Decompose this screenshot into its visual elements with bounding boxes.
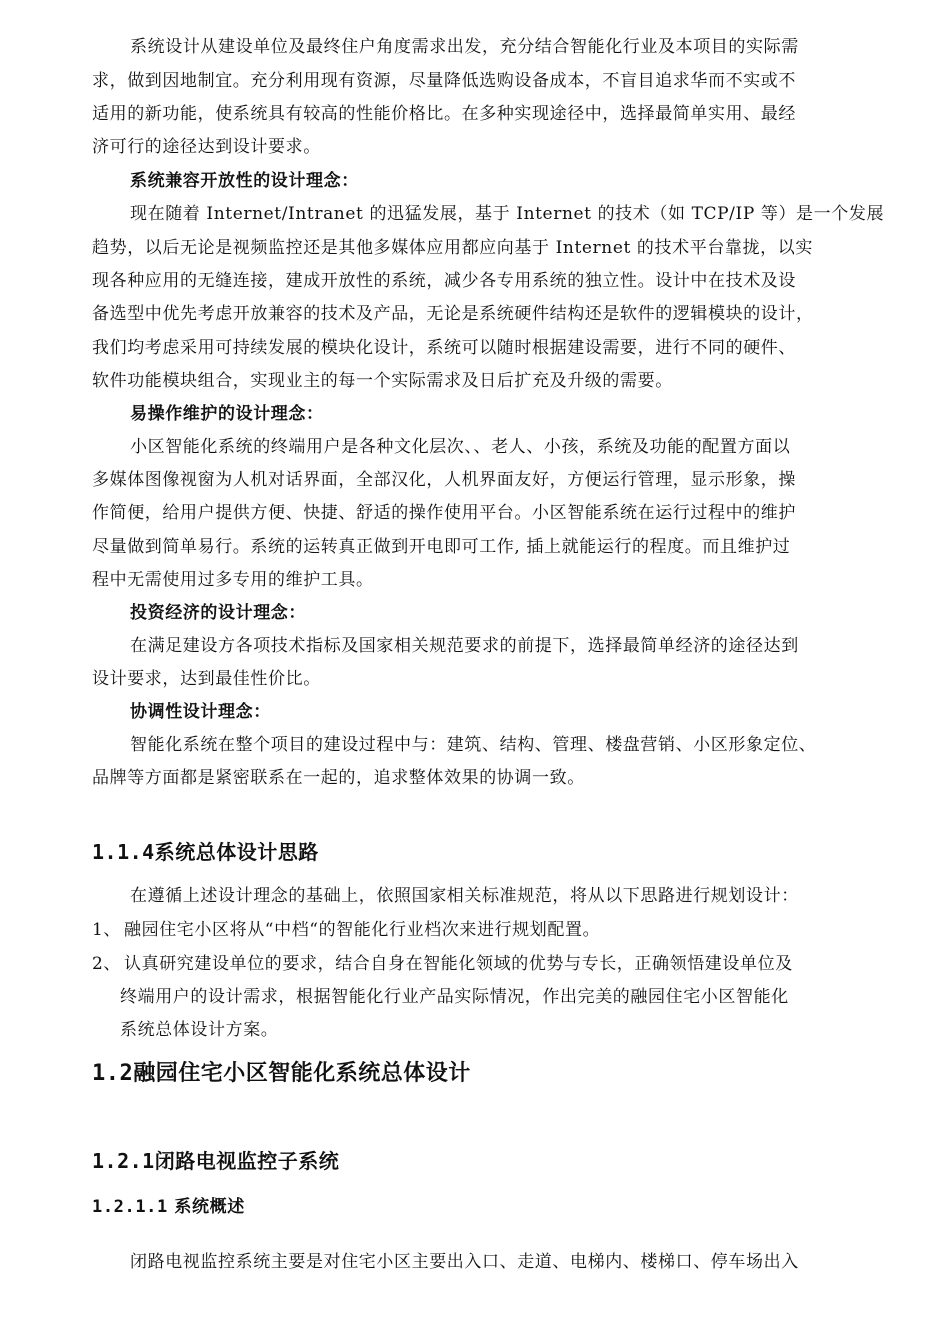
section-1-1-4-title: 系统总体设计思路 xyxy=(154,840,319,864)
para1-line2: 求，做到因地制宜。充分利用现有资源，尽量降低选购设备成本，不盲目追求华而不实或不 xyxy=(92,71,796,91)
concept-open-line2: 趋势，以后无论是视频监控还是其他多媒体应用都应向基于 Internet 的技术平台靠拢，以实 xyxy=(92,238,813,258)
list-item-1-marker: 1、 xyxy=(92,920,122,940)
concept-easy-line2: 多媒体图像视窗为人机对话界面，全部汉化，人机界面友好，方便运行管理，显示形象，操 xyxy=(92,470,796,490)
concept-open-line6: 软件功能模块组合，实现业主的每一个实际需求及日后扩充及升级的需要。 xyxy=(92,371,673,391)
concept-invest-line2: 设计要求，达到最佳性价比。 xyxy=(92,669,321,689)
section-1-2-1-1-heading xyxy=(92,1196,245,1218)
section-1-2-heading xyxy=(92,1059,471,1088)
section-1-2-1-title: 闭路电视监控子系统 xyxy=(154,1149,340,1173)
section-1-1-4-intro: 在遵循上述设计理念的基础上，依照国家相关标准规范，将从以下思路进行规划设计： xyxy=(130,886,799,906)
concept-coord-heading: 协调性设计理念： xyxy=(130,702,271,722)
section-1-2-1-number: 1.2.1 xyxy=(92,1149,155,1173)
section-1-1-4-number: 1.1.4 xyxy=(92,840,155,864)
concept-open-line1: 现在随着 Internet/Intranet 的迅猛发展，基于 Internet 的技术（如 TCP/IP 等）是一个发展 xyxy=(130,204,885,224)
concept-easy-line1: 小区智能化系统的终端用户是各种文化层次、、老人、小孩，系统及功能的配置方面以 xyxy=(130,437,791,457)
para1-line1: 系统设计从建设单位及最终住户角度需求出发，充分结合智能化行业及本项目的实际需 xyxy=(130,37,799,57)
concept-open-heading: 系统兼容开放性的设计理念： xyxy=(130,171,359,191)
concept-easy-heading: 易操作维护的设计理念： xyxy=(130,404,324,424)
concept-easy-line5: 程中无需使用过多专用的维护工具。 xyxy=(92,570,374,590)
concept-open-line4: 备选型中优先考虑开放兼容的技术及产品，无论是系统硬件结构还是软件的逻辑模块的设计， xyxy=(92,304,814,324)
section-1-2-number: 1.2 xyxy=(92,1061,134,1086)
section-1-2-1-1-title: 系统概述 xyxy=(174,1197,245,1217)
list-item-2-line1: 认真研究建设单位的要求，结合自身在智能化领域的优势与专长，正确领悟建设单位及 xyxy=(124,954,793,974)
concept-coord-line1: 智能化系统在整个项目的建设过程中与：建筑、结构、管理、楼盘营销、小区形象定位、 xyxy=(130,735,817,755)
section-1-2-1-heading xyxy=(92,1148,339,1174)
para1-line4: 济可行的途径达到设计要求。 xyxy=(92,137,321,157)
concept-open-line3: 现各种应用的无缝连接，建成开放性的系统，减少各专用系统的独立性。设计中在技术及设 xyxy=(92,271,796,291)
concept-easy-line4: 尽量做到简单易行。系统的运转真正做到开电即可工作, 插上就能运行的程度。而且维护过 xyxy=(92,537,791,557)
section-1-1-4-heading xyxy=(92,839,319,865)
section-1-2-1-1-number: 1.2.1.1 xyxy=(92,1197,168,1217)
concept-open-line5: 我们均考虑采用可持续发展的模块化设计，系统可以随时根据建设需要，进行不同的硬件、 xyxy=(92,338,796,358)
list-item-2-line3: 系统总体设计方案。 xyxy=(120,1020,279,1040)
concept-invest-line1: 在满足建设方各项技术指标及国家相关规范要求的前提下，选择最简单经济的途径达到 xyxy=(130,636,799,656)
section-1-2-title: 融园住宅小区智能化系统总体设计 xyxy=(133,1060,471,1086)
section-1-2-1-1-line1: 闭路电视监控系统主要是对住宅小区主要出入口、走道、电梯内、楼梯口、停车场出入 xyxy=(130,1252,799,1272)
list-item-1-text: 融园住宅小区将从“中档“的智能化行业档次来进行规划配置。 xyxy=(124,920,601,940)
para1-line3: 适用的新功能，使系统具有较高的性能价格比。在多种实现途径中，选择最简单实用、最经 xyxy=(92,104,796,124)
list-item-2-marker: 2、 xyxy=(92,954,122,974)
list-item-2-line2: 终端用户的设计需求，根据智能化行业产品实际情况，作出完美的融园住宅小区智能化 xyxy=(120,987,789,1007)
concept-invest-heading: 投资经济的设计理念： xyxy=(130,603,306,623)
concept-coord-line2: 品牌等方面都是紧密联系在一起的，追求整体效果的协调一致。 xyxy=(92,768,585,788)
concept-easy-line3: 作简便，给用户提供方便、快捷、舒适的操作使用平台。小区智能系统在运行过程中的维护 xyxy=(92,503,796,523)
